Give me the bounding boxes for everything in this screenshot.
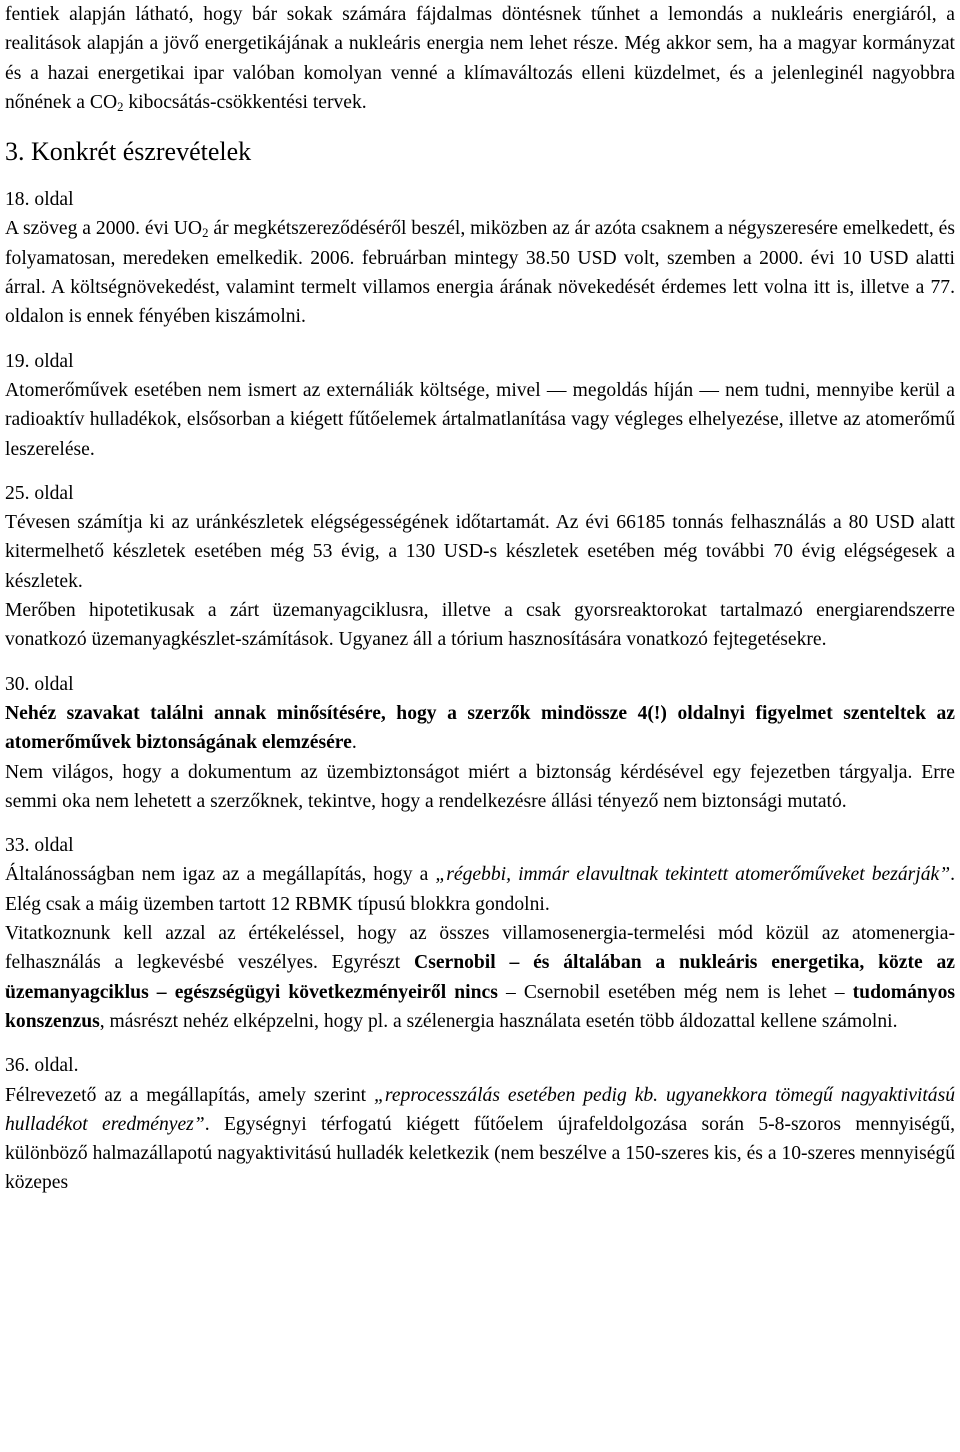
intro-paragraph: fentiek alapján látható, hogy bár sokak számára fájdalmas döntésnek tűnhet a lemondás a nukleáris energiáról, a realitások alapján a jövő energetikájának a nukleáris energia nem lehet része. Még akkor sem, ha a magyar kormányzat és a hazai energetikai ipar valóban komolyan venné a klímaváltozás elleni küzdelmet, és a jelenleginél nagyobbra nőnének a $CO_2$ kibocsátás-csökkentési tervek.	[5, 4, 955, 114]
paragraph-30-b: Nem világos, hogy a dokumentum az üzembiztonságot miért a biztonság kérdésével egy fejezetben tárgyalja. Erre semmi oka nem lehetett a szerzőknek, tekintve, hogy a rendelkezésre állási tényező nem biztonsági mutató.	[5, 761, 955, 812]
paragraph-33-a: Általánosságban nem igaz az a megállapítás, hogy a „régebbi, immár elavultnak tekintett atomerőműveket bezárják”. Elég csak a máig üzemben tartott 12 RBMK típusú blokkra gondolni.	[5, 864, 955, 915]
page-ref-36: 36. oldal.	[5, 1055, 79, 1077]
page-ref-25: 25. oldal	[5, 482, 74, 504]
paragraph-25-a: Tévesen számítja ki az uránkészletek elégségességének időtartamát. Az évi 66185 tonnás felhasználás a 80 USD alatt kitermelhető készletek esetében még 53 évig, a 130 USD-s készletek esetében még további 70 évig elégségesek a készletek.	[5, 512, 955, 592]
paragraph-33-b: Vitatkoznunk kell azzal az értékeléssel, hogy az összes villamosenergia-termelési mód közül az atomenergia-felhasználás a legkevésbé veszélyes. Egyrészt Csernobil – és általában a nukleáris energetika, közte az üzemanyagciklus – egészségügyi következményeiről nincs – Csernobil esetében még nem is lehet – tudományos konszenzus, másrészt nehéz elképzelni, hogy pl. a szélenergia használata esetén több áldozattal kellene számolni.	[5, 923, 956, 1032]
paragraph-25-b: Merőben hipotetikusak a zárt üzemanyagciklusra, illetve a csak gyorsreaktorokat tartalmazó energiarendszerre vonatkozó üzemanyagkészlet-számítások. Ugyanez áll a tórium hasznosítására vonatkozó fejtegetésekre.	[5, 600, 955, 651]
paragraph-36: Félrevezető az a megállapítás, amely szerint „reprocesszálás esetében pedig kb. ugyanekkora tömegű nagyaktivitású hulladékot eredményez”. Egységnyi térfogatú kiégett fűtőelem újrafeldolgozása során 5-8-szoros mennyiségű, különböző halmazállapotú nagyaktivitású hulladék keletkezik (nem beszélve a 150-szeres kis, és a 10-szeres mennyiségű közepes	[5, 1084, 955, 1194]
paragraph-19: Atomerőművek esetében nem ismert az externáliák költsége, mivel — megoldás híján — nem tudni, mennyibe kerül a radioaktív hulladékok, elsősorban a kiégett fűtőelemek ártalmatlanítása vagy végleges elhelyezése, illetve az atomerőmű leszerelése.	[5, 379, 955, 460]
page-ref-18: 18. oldal	[5, 189, 74, 211]
page-ref-30: 30. oldal	[5, 673, 74, 695]
section-heading: 3. Konkrét észrevételek	[5, 137, 252, 167]
paragraph-30-a: Nehéz szavakat találni annak minősítésére, hogy a szerzők mindössze 4(!) oldalnyi figyelmet szenteltek az atomerőművek biztonságának elemzésére.	[5, 702, 955, 754]
page-ref-19: 19. oldal	[5, 350, 74, 372]
page-ref-33: 33. oldal	[5, 835, 74, 857]
paragraph-18: A szöveg a 2000. évi $UO_2$ ár megkétszereződéséről beszél, miközben az ár azóta csaknem a négyszeresére emelkedett, és folyamatosan, meredeken emelkedik. 2006. februárban mintegy 38.50 USD volt, szemben a 2000. évi 10 USD alatti árral. A költségnövekedést, valamint termelt villamos energia árának növekedését érdemes lett volna itt is, illetve a 77. oldalon is ennek fényében kiszámolni.	[5, 218, 955, 328]
